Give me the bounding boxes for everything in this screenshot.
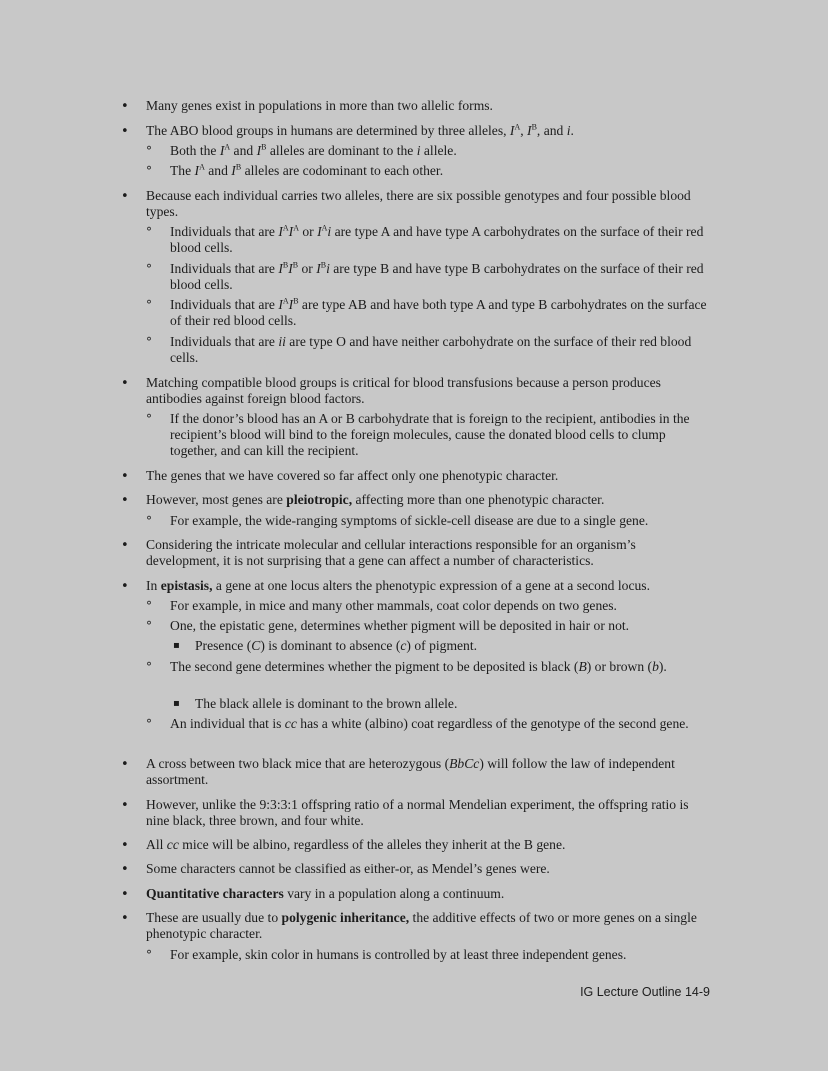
outline-item-level-1	[146, 468, 708, 484]
text-run: are type B and have type B carbohydrates on the surface of their red blood cells.	[170, 261, 704, 293]
superscript-text: A	[282, 296, 289, 306]
text-run: One, the epistatic gene, determines whether pigment will be deposited in hair or not.	[170, 618, 630, 633]
text-run: .	[570, 123, 574, 138]
outline-item-level-1	[146, 188, 708, 220]
text-run: Individuals that are	[170, 261, 279, 276]
italic-text: i	[327, 224, 332, 239]
italic-text: i	[416, 143, 421, 158]
text-run: and	[204, 163, 232, 178]
text-run: alleles are dominant to the	[266, 143, 417, 158]
italic-text: I	[527, 123, 532, 138]
text-run: Because each individual carries two alleles, there are six possible genotypes and four possible blood types.	[146, 188, 691, 220]
text-run: are type O and have neither carbohydrate on the surface of their red blood cells.	[170, 334, 692, 366]
text-run: If the donor’s blood has an A or B carbohydrate that is foreign to the recipient, antibodies in the recipient’s blood will bind to the foreign molecules, cause the donated blood cells to clump together, and can kill the recipient.	[170, 411, 690, 459]
text-run: ,	[520, 123, 528, 138]
outline-item-level-2	[170, 224, 710, 256]
bold-term: epistasis,	[160, 578, 213, 593]
page-footer: IG Lecture Outline 14-9	[580, 985, 710, 999]
outline-item-level-1	[146, 837, 708, 853]
italic-text: I	[194, 163, 200, 178]
italic-text: I	[316, 261, 321, 276]
text-run: Both the	[170, 143, 220, 158]
text-run: However, unlike the 9:3:3:1 offspring ratio of a normal Mendelian experiment, the offspring ratio is nine black, three brown, and four white.	[146, 797, 689, 829]
text-run: For example, skin color in humans is controlled by at least three independent genes.	[170, 947, 627, 962]
superscript-text: B	[292, 260, 299, 270]
outline-item-level-2	[170, 659, 710, 675]
superscript-text: B	[531, 122, 537, 132]
outline-item-level-1	[146, 910, 708, 942]
text-run: A cross between two black mice that are heterozygous (	[146, 756, 450, 771]
bold-term: polygenic inheritance,	[281, 910, 410, 925]
text-run: allele.	[420, 143, 457, 158]
italic-text: I	[278, 224, 283, 239]
italic-text: c	[400, 638, 407, 653]
text-run: The black allele is dominant to the brown allele.	[195, 696, 458, 711]
italic-text: I	[278, 261, 283, 276]
italic-text: C	[251, 638, 261, 653]
text-run: These are usually due to	[146, 910, 282, 925]
text-run: ) of pigment.	[406, 638, 478, 653]
italic-text: I	[256, 143, 262, 158]
italic-text: B	[578, 659, 587, 674]
outline-item-level-2	[170, 411, 710, 460]
outline-item-level-2	[170, 618, 710, 634]
italic-text: i	[566, 123, 571, 138]
superscript-text: A	[199, 162, 205, 172]
italic-text: I	[288, 261, 293, 276]
superscript-text: B	[293, 296, 299, 306]
superscript-text: A	[321, 223, 328, 233]
italic-text: cc	[284, 716, 297, 731]
outline-item-level-1	[146, 98, 708, 114]
superscript-text: A	[293, 223, 299, 233]
bold-term: pleiotropic,	[286, 492, 353, 507]
text-run: , and	[536, 123, 567, 138]
outline-item-level-2	[170, 163, 710, 179]
text-run: Considering the intricate molecular and cellular interactions responsible for an organism’s development, it is not surprising that a gene can affect a number of characteristics.	[146, 537, 636, 569]
outline-item-level-3	[195, 696, 710, 712]
outline-item-level-1	[146, 375, 708, 407]
text-run: ).	[658, 659, 667, 674]
text-run: has a white (albino) coat regardless of the genotype of the second gene.	[296, 716, 689, 731]
text-run: Many genes exist in populations in more than two allelic forms.	[146, 98, 493, 113]
text-run: Individuals that are	[170, 334, 279, 349]
italic-text: I	[288, 297, 294, 312]
text-run: Presence (	[195, 638, 252, 653]
text-run: the additive effects of two or more genes on a single phenotypic character.	[146, 910, 697, 942]
text-run: are type A and have type A carbohydrates on the surface of their red blood cells.	[170, 224, 704, 256]
italic-text: I	[317, 224, 322, 239]
outline-item-level-2	[170, 947, 710, 963]
text-run: In	[146, 578, 161, 593]
italic-text: I	[509, 123, 515, 138]
text-run: or	[298, 224, 318, 239]
outline-item-level-1	[146, 492, 708, 508]
outline-item-level-2	[170, 297, 710, 329]
text-run: affecting more than one phenotypic character.	[352, 492, 605, 507]
italic-text: ii	[278, 334, 286, 349]
superscript-text: B	[320, 260, 327, 270]
superscript-text: A	[514, 122, 521, 132]
text-run: Individuals that are	[170, 297, 279, 312]
superscript-text: B	[261, 142, 267, 152]
text-run: For example, the wide-ranging symptoms of sickle-cell disease are due to a single gene.	[170, 513, 649, 528]
outline-item-level-1	[146, 861, 708, 877]
text-run: All	[146, 837, 167, 852]
italic-text: cc	[166, 837, 179, 852]
outline-item-level-1	[146, 756, 708, 788]
text-run: Matching compatible blood groups is critical for blood transfusions because a person produces antibodies against foreign blood factors.	[146, 375, 661, 407]
outline-item-level-2	[170, 334, 710, 366]
text-run: vary in a population along a continuum.	[283, 886, 505, 901]
outline-item-level-2	[170, 143, 710, 159]
italic-text: BbCc	[449, 756, 480, 771]
text-run: Some characters cannot be classified as either-or, as Mendel’s genes were.	[146, 861, 550, 876]
text-run: For example, in mice and many other mammals, coat color depends on two genes.	[170, 598, 617, 613]
italic-text: I	[278, 297, 283, 312]
text-run: The genes that we have covered so far affect only one phenotypic character.	[146, 468, 559, 483]
text-run: However, most genes are	[146, 492, 287, 507]
italic-text: I	[288, 224, 294, 239]
outline-item-level-1	[146, 578, 708, 594]
outline-item-level-2	[170, 716, 710, 732]
text-run: are type AB and have both type A and type B carbohydrates on the surface of their red blood cells.	[170, 297, 707, 329]
superscript-text: A	[282, 223, 289, 233]
text-run: The second gene determines whether the pigment to be deposited is black (	[170, 659, 579, 674]
outline-item-level-1	[146, 537, 708, 569]
outline-item-level-1	[146, 123, 708, 139]
text-run: and	[230, 143, 257, 158]
text-run: mice will be albino, regardless of the alleles they inherit at the B gene.	[178, 837, 566, 852]
italic-text: I	[219, 143, 225, 158]
text-run: ) is dominant to absence (	[260, 638, 401, 653]
text-run: ) will follow the law of independent assortment.	[146, 756, 675, 788]
italic-text: I	[231, 163, 236, 178]
text-run: The ABO blood groups in humans are determined by three alleles,	[146, 123, 510, 138]
italic-text: b	[652, 659, 659, 674]
superscript-text: A	[224, 142, 231, 152]
outline-item-level-2	[170, 598, 710, 614]
superscript-text: B	[235, 162, 242, 172]
text-run: The	[170, 163, 195, 178]
italic-text: i	[326, 261, 330, 276]
text-run: a gene at one locus alters the phenotypic expression of a gene at a second locus.	[212, 578, 650, 593]
text-run: Individuals that are	[170, 224, 279, 239]
bold-term: Quantitative characters	[146, 886, 284, 901]
outline-item-level-2	[170, 261, 710, 293]
outline-item-level-1	[146, 886, 708, 902]
text-run: alleles are codominant to each other.	[241, 163, 444, 178]
text-run: or	[298, 261, 317, 276]
outline-item-level-3	[195, 638, 710, 654]
outline-item-level-1	[146, 797, 708, 829]
superscript-text: B	[282, 260, 289, 270]
text-run: An individual that is	[170, 716, 285, 731]
outline-item-level-2	[170, 513, 710, 529]
text-run: ) or brown (	[586, 659, 653, 674]
